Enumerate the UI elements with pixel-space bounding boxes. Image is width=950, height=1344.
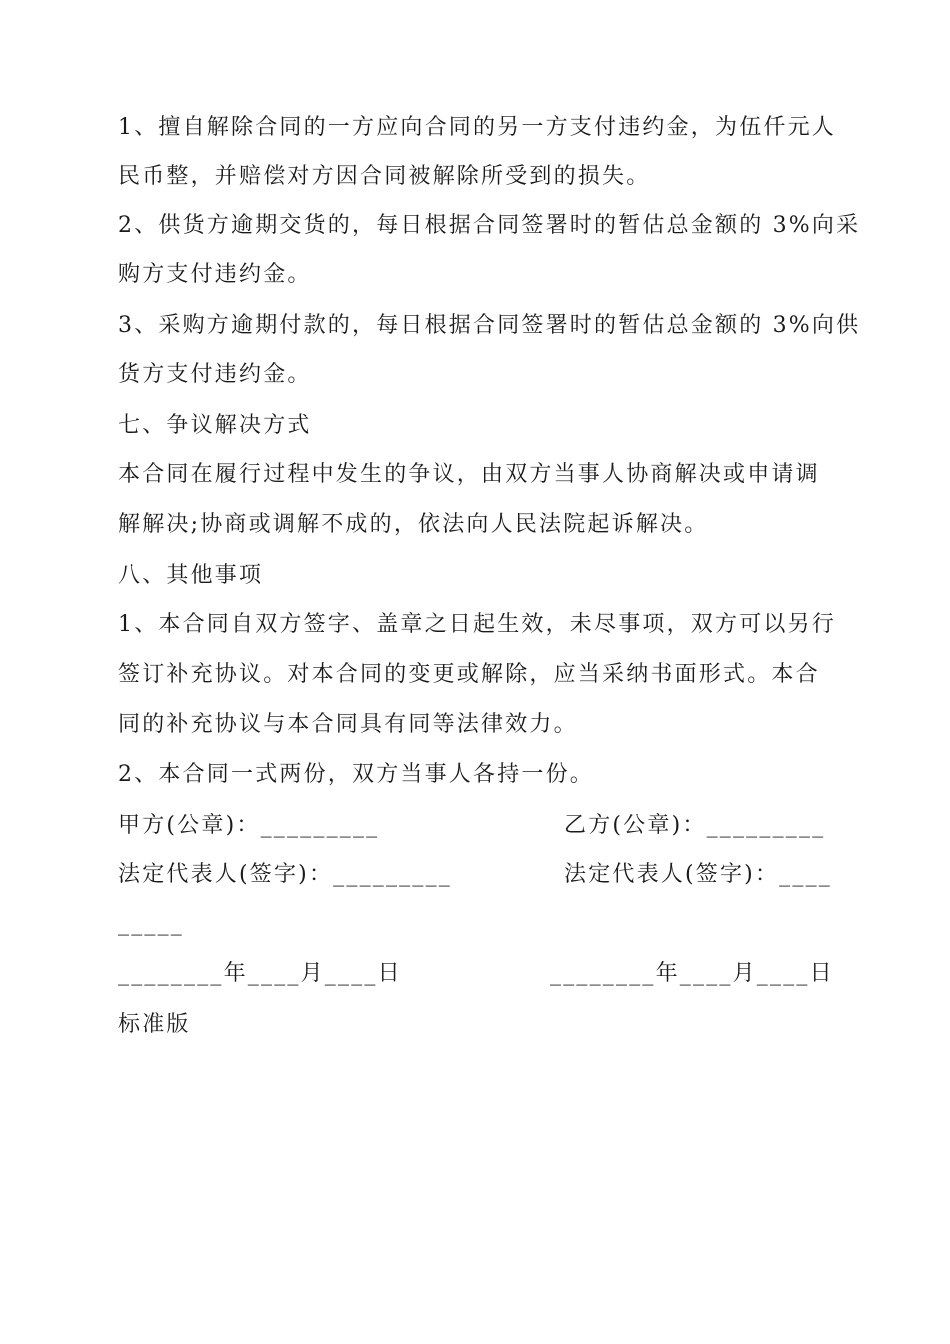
- other-heading: 八、其他事项: [118, 563, 264, 588]
- penalty-item-2-line-1: 2、供货方逾期交货的，每日根据合同签署时的暂估总金额的 3%向采: [118, 213, 861, 238]
- dispute-line-2: 解解决;协商或调解不成的，依法向人民法院起诉解决。: [118, 512, 709, 537]
- party-b-representative-continued: _____: [118, 911, 184, 936]
- other-item-1-line-2: 签订补充协议。对本合同的变更或解除，应当采纳书面形式。本合: [118, 662, 820, 687]
- dispute-heading: 七、争议解决方式: [118, 413, 312, 438]
- party-b-representative: 法定代表人(签字)：____: [564, 862, 832, 887]
- party-b-date: ________年____月____日: [550, 961, 834, 986]
- other-item-2: 2、本合同一式两份，双方当事人各持一份。: [118, 762, 594, 787]
- other-item-1-line-1: 1、本合同自双方签字、盖章之日起生效，未尽事项，双方可以另行: [118, 612, 836, 637]
- party-a-representative: 法定代表人(签字)：_________: [118, 862, 452, 887]
- other-item-1-line-3: 同的补充协议与本合同具有同等法律效力。: [118, 712, 578, 737]
- penalty-item-2-line-2: 购方支付违约金。: [118, 262, 312, 287]
- penalty-item-1-line-1: 1、擅自解除合同的一方应向合同的另一方支付违约金，为伍仟元人: [118, 115, 836, 140]
- party-a-date: ________年____月____日: [118, 961, 402, 986]
- version-label: 标准版: [118, 1012, 191, 1037]
- penalty-item-1-line-2: 民币整，并赔偿对方因合同被解除所受到的损失。: [118, 164, 651, 189]
- dispute-line-1: 本合同在履行过程中发生的争议，由双方当事人协商解决或申请调: [118, 462, 820, 487]
- penalty-item-3-line-2: 货方支付违约金。: [118, 362, 312, 387]
- penalty-item-3-line-1: 3、采购方逾期付款的，每日根据合同签署时的暂估总金额的 3%向供: [118, 313, 861, 338]
- party-a-seal: 甲方(公章)：_________: [118, 813, 380, 838]
- party-b-seal: 乙方(公章)：_________: [564, 813, 826, 838]
